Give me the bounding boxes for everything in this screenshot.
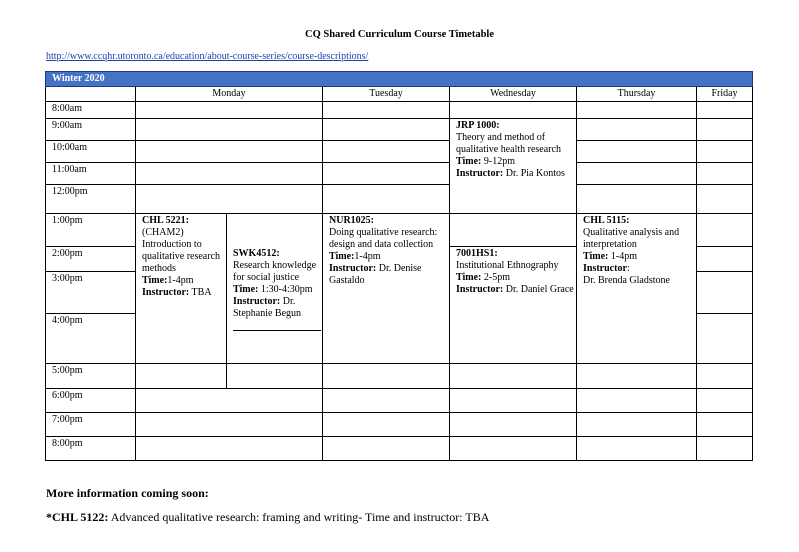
course-chl5115: CHL 5115: Qualitative analysis and interpretation Time: 1-4pm Instructor: Dr. Brenda Gladstone bbox=[577, 214, 697, 364]
course-jrp1000: JRP 1000: Theory and method of qualitative health research Time: 9-12pm Instructor: Dr. Pia Kontos bbox=[450, 119, 577, 214]
time-label: 5:00pm bbox=[46, 364, 136, 389]
time-label: 8:00am bbox=[46, 102, 136, 119]
day-header-monday: Monday bbox=[136, 87, 323, 102]
course-swk4512: SWK4512: Research knowledge for social justice Time: 1:30-4:30pm Instructor: Dr. Stephanie Begun bbox=[227, 247, 323, 364]
course-chl5221: CHL 5221: (CHAM2) Introduction to qualitative research methods Time:1-4pm Instructor: TBA bbox=[136, 214, 227, 364]
day-header-friday: Friday bbox=[697, 87, 753, 102]
day-header-thursday: Thursday bbox=[577, 87, 697, 102]
more-info-heading: More information coming soon: bbox=[46, 486, 209, 500]
time-label: 4:00pm bbox=[46, 314, 136, 364]
time-label: 10:00am bbox=[46, 141, 136, 163]
semester-header: Winter 2020 bbox=[46, 72, 753, 87]
time-label: 12:00pm bbox=[46, 185, 136, 214]
time-label: 9:00am bbox=[46, 119, 136, 141]
time-label: 3:00pm bbox=[46, 272, 136, 314]
divider bbox=[233, 330, 321, 331]
day-header-wednesday: Wednesday bbox=[450, 87, 577, 102]
timetable bbox=[45, 71, 753, 461]
time-label: 11:00am bbox=[46, 163, 136, 185]
time-label: 8:00pm bbox=[46, 437, 136, 461]
page-title: CQ Shared Curriculum Course Timetable bbox=[304, 29, 494, 40]
corner-cell bbox=[46, 87, 136, 102]
day-header-tuesday: Tuesday bbox=[323, 87, 450, 102]
course-descriptions-link[interactable]: http://www.ccqhr.utoronto.ca/education/about-course-series/course-descriptions/ bbox=[46, 51, 369, 62]
course-7001hs1: 7001HS1: Institutional Ethnography Time: 2-5pm Instructor: Dr. Daniel Grace bbox=[450, 247, 577, 364]
time-label: 6:00pm bbox=[46, 389, 136, 413]
upcoming-course-note: *CHL 5122: Advanced qualitative research: framing and writing- Time and instructor: TBA bbox=[46, 510, 490, 524]
course-nur1025: NUR1025: Doing qualitative research: design and data collection Time:1-4pm Instructor: Dr. Denise Gastaldo bbox=[323, 214, 450, 364]
time-label: 2:00pm bbox=[46, 247, 136, 272]
time-label: 7:00pm bbox=[46, 413, 136, 437]
time-label: 1:00pm bbox=[46, 214, 136, 247]
